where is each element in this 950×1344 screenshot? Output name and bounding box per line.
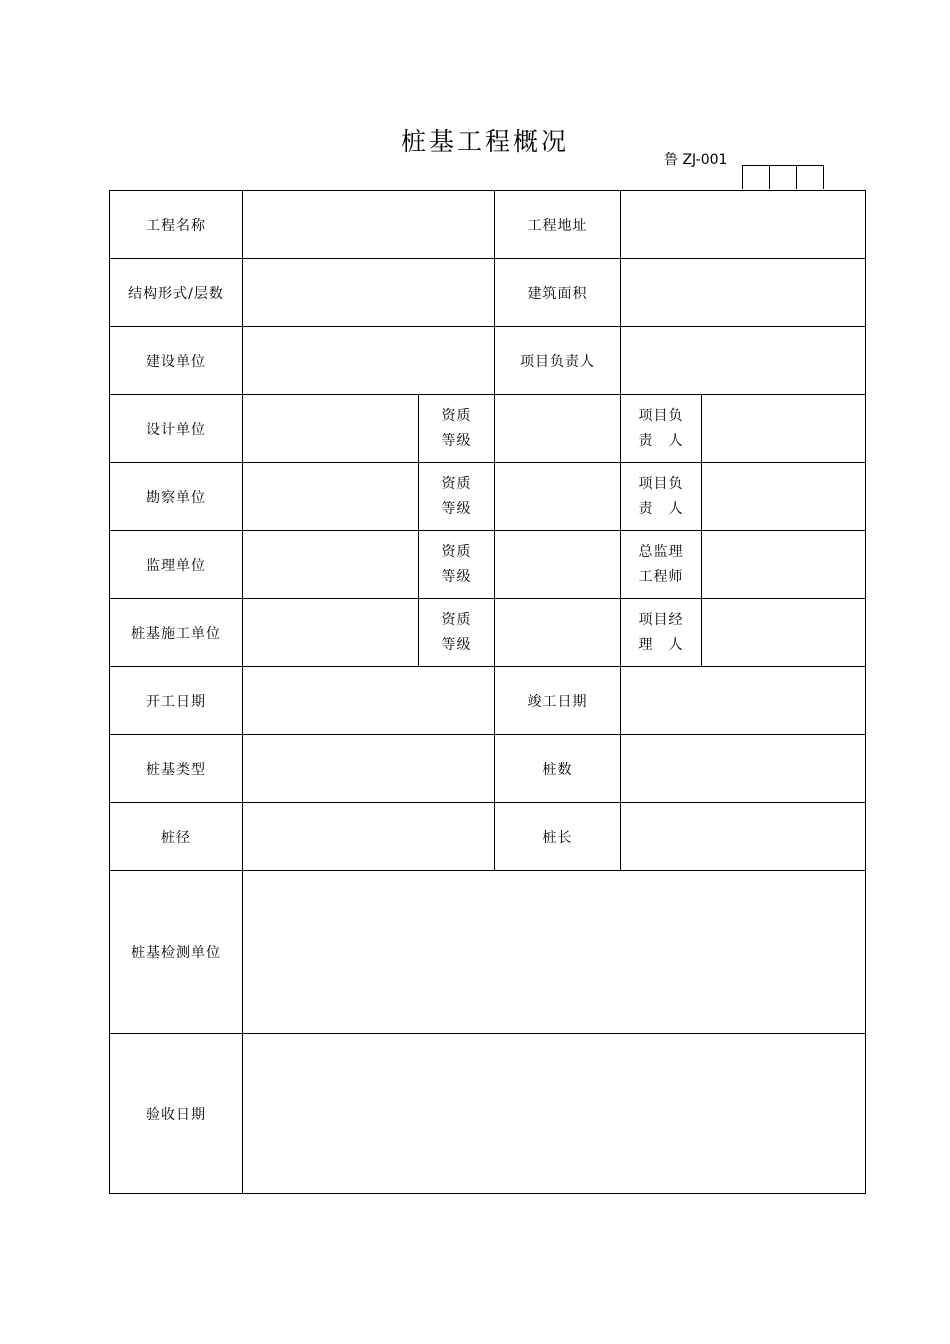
label-leader-line2: 责 人 xyxy=(638,432,684,449)
value-start-date[interactable] xyxy=(243,667,495,735)
label-survey-unit: 勘察单位 xyxy=(110,463,243,531)
value-acceptance-date[interactable] xyxy=(243,1034,866,1194)
code-box[interactable] xyxy=(742,165,770,189)
value-survey-unit[interactable] xyxy=(243,463,419,531)
form-code: 鲁 ZJ-001 xyxy=(664,152,728,168)
value-project-manager[interactable] xyxy=(702,599,866,667)
label-qualification-line1: 资质 xyxy=(441,407,472,424)
label-survey-qualification xyxy=(419,463,495,531)
label-qualification-line1: 资质 xyxy=(441,475,472,492)
value-project-leader[interactable] xyxy=(621,327,866,395)
label-pile-construction-unit: 桩基施工单位 xyxy=(110,599,243,667)
value-pile-count[interactable] xyxy=(621,735,866,803)
code-boxes xyxy=(742,165,824,189)
label-structure: 结构形式/层数 xyxy=(110,259,243,327)
label-project-address: 工程地址 xyxy=(495,191,621,259)
value-design-leader[interactable] xyxy=(702,395,866,463)
value-pile-qualification[interactable] xyxy=(495,599,621,667)
value-pile-testing-unit[interactable] xyxy=(243,871,866,1034)
label-building-area: 建筑面积 xyxy=(495,259,621,327)
code-box[interactable] xyxy=(796,165,824,189)
label-pile-type: 桩基类型 xyxy=(110,735,243,803)
label-chief-line2: 工程师 xyxy=(638,568,684,585)
label-pile-diameter: 桩径 xyxy=(110,803,243,871)
label-supervision-unit: 监理单位 xyxy=(110,531,243,599)
value-supervision-unit[interactable] xyxy=(243,531,419,599)
label-leader-line1: 项目负 xyxy=(638,407,684,424)
value-end-date[interactable] xyxy=(621,667,866,735)
label-manager-line1: 项目经 xyxy=(638,611,684,628)
label-manager-line2: 理 人 xyxy=(638,636,684,653)
label-leader-line1: 项目负 xyxy=(638,475,684,492)
label-qualification-line2: 等级 xyxy=(441,432,472,449)
code-box[interactable] xyxy=(769,165,797,189)
label-qualification-line2: 等级 xyxy=(441,636,472,653)
value-pile-diameter[interactable] xyxy=(243,803,495,871)
value-construction-unit[interactable] xyxy=(243,327,495,395)
value-project-address[interactable] xyxy=(621,191,866,259)
label-project-manager xyxy=(621,599,702,667)
label-design-unit: 设计单位 xyxy=(110,395,243,463)
value-pile-construction-unit[interactable] xyxy=(243,599,419,667)
value-project-name[interactable] xyxy=(243,191,495,259)
label-end-date: 竣工日期 xyxy=(495,667,621,735)
label-qualification-line1: 资质 xyxy=(441,543,472,560)
label-design-leader xyxy=(621,395,702,463)
value-building-area[interactable] xyxy=(621,259,866,327)
label-acceptance-date: 验收日期 xyxy=(110,1034,243,1194)
label-qualification-line2: 等级 xyxy=(441,568,472,585)
label-chief-line1: 总监理 xyxy=(638,543,684,560)
value-supervision-qualification[interactable] xyxy=(495,531,621,599)
label-pile-count: 桩数 xyxy=(495,735,621,803)
label-chief-supervisor xyxy=(621,531,702,599)
value-survey-qualification[interactable] xyxy=(495,463,621,531)
label-project-leader: 项目负责人 xyxy=(495,327,621,395)
label-pile-length: 桩长 xyxy=(495,803,621,871)
label-design-qualification xyxy=(419,395,495,463)
value-chief-supervisor[interactable] xyxy=(702,531,866,599)
label-pile-testing-unit: 桩基检测单位 xyxy=(110,871,243,1034)
label-project-name: 工程名称 xyxy=(110,191,243,259)
label-pile-qualification xyxy=(419,599,495,667)
value-design-qualification[interactable] xyxy=(495,395,621,463)
label-leader-line2: 责 人 xyxy=(638,500,684,517)
value-design-unit[interactable] xyxy=(243,395,419,463)
page-title: 桩基工程概况 xyxy=(400,127,569,156)
project-overview-table xyxy=(109,190,866,1194)
label-qualification-line2: 等级 xyxy=(441,500,472,517)
value-survey-leader[interactable] xyxy=(702,463,866,531)
label-supervision-qualification xyxy=(419,531,495,599)
value-structure[interactable] xyxy=(243,259,495,327)
label-start-date: 开工日期 xyxy=(110,667,243,735)
label-construction-unit: 建设单位 xyxy=(110,327,243,395)
value-pile-type[interactable] xyxy=(243,735,495,803)
label-qualification-line1: 资质 xyxy=(441,611,472,628)
label-survey-leader xyxy=(621,463,702,531)
value-pile-length[interactable] xyxy=(621,803,866,871)
